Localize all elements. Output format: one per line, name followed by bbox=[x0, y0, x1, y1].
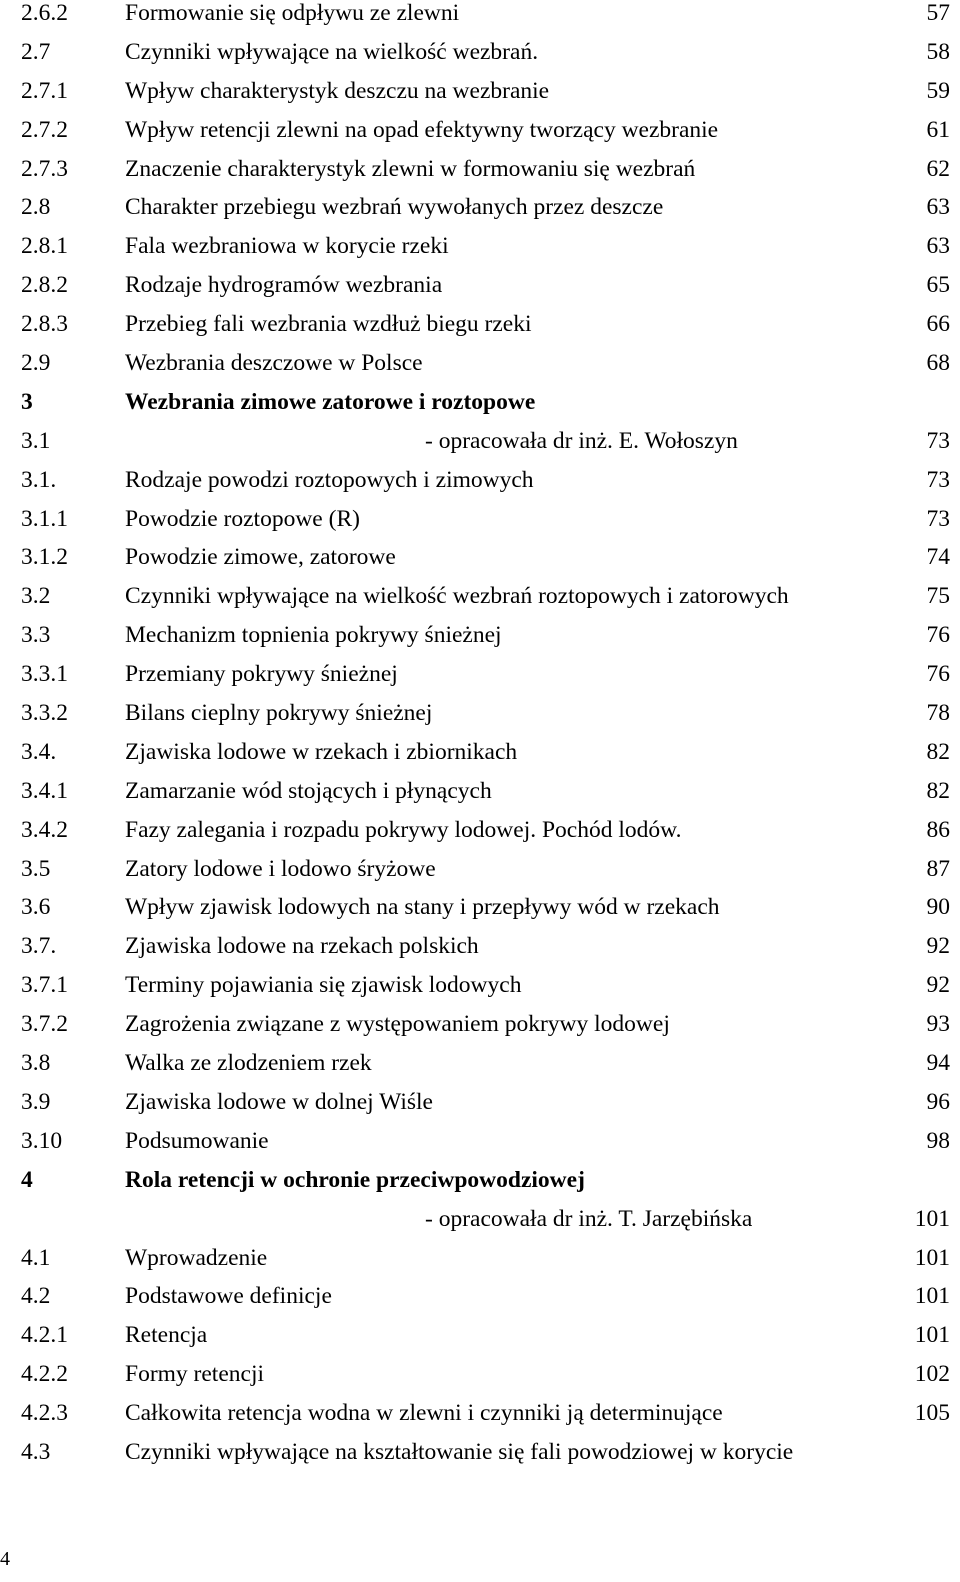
toc-page-number: 93 bbox=[926, 1011, 950, 1038]
toc-title: Rola retencji w ochronie przeciwpowodziowej bbox=[125, 1166, 585, 1193]
toc-section-number: 3.1. bbox=[21, 466, 57, 493]
toc-row bbox=[0, 972, 960, 1011]
toc-title: Bilans cieplny pokrywy śnieżnej bbox=[125, 700, 433, 727]
toc-section-number: 3.3 bbox=[21, 622, 51, 649]
toc-section-number: 3.5 bbox=[21, 855, 51, 882]
toc-title: Rodzaje powodzi roztopowych i zimowych bbox=[125, 466, 534, 493]
toc-section-number: 2.7.3 bbox=[21, 155, 68, 182]
toc-page-number: 87 bbox=[926, 855, 950, 882]
toc-title: Zjawiska lodowe na rzekach polskich bbox=[125, 933, 479, 960]
toc-author-line: - opracowała dr inż. T. Jarzębińska bbox=[425, 1205, 753, 1232]
toc-page-number: 94 bbox=[926, 1050, 950, 1077]
toc-section-number: 4.1 bbox=[21, 1244, 51, 1271]
toc-section-number: 2.8.1 bbox=[21, 233, 68, 260]
toc-title: Wezbrania deszczowe w Polsce bbox=[125, 350, 423, 377]
toc-page-number: 101 bbox=[914, 1244, 950, 1271]
toc-title: Czynniki wpływające na wielkość wezbrań. bbox=[125, 38, 539, 65]
toc-page-number: 75 bbox=[926, 583, 950, 610]
toc-section-number: 3 bbox=[21, 388, 33, 415]
toc-page-number: 96 bbox=[926, 1088, 950, 1115]
toc-row bbox=[0, 1050, 960, 1089]
toc-section-number: 3.7.1 bbox=[21, 972, 68, 999]
toc-section-number: 2.8.2 bbox=[21, 272, 68, 299]
toc-page-number: 65 bbox=[926, 272, 950, 299]
toc-row bbox=[0, 1011, 960, 1050]
toc-row bbox=[0, 544, 960, 583]
toc-row bbox=[0, 583, 960, 622]
toc-title: Formowanie się odpływu ze zlewni bbox=[125, 0, 460, 26]
toc-section-number: 3.4. bbox=[21, 738, 57, 765]
toc-page-number: 74 bbox=[926, 544, 950, 571]
toc-section-number: 2.7 bbox=[21, 38, 51, 65]
toc-title: Wpływ zjawisk lodowych na stany i przepływy wód w rzekach bbox=[125, 894, 720, 921]
toc-section-number: 3.10 bbox=[21, 1127, 63, 1154]
toc-page-number: 73 bbox=[926, 505, 950, 532]
toc-section-number: 4 bbox=[21, 1166, 33, 1193]
toc-title: Podstawowe definicje bbox=[125, 1283, 332, 1310]
toc-row bbox=[0, 1128, 960, 1167]
toc-section-number: 3.4.1 bbox=[21, 777, 68, 804]
toc-page-number: 58 bbox=[926, 38, 950, 65]
toc-row bbox=[0, 1439, 960, 1478]
toc-page-number: 73 bbox=[926, 427, 950, 454]
toc-section-number: 3.6 bbox=[21, 894, 51, 921]
toc-section-number: 3.8 bbox=[21, 1050, 51, 1077]
toc-row bbox=[0, 39, 960, 78]
toc-row bbox=[0, 894, 960, 933]
toc-section-number: 2.9 bbox=[21, 350, 51, 377]
toc-section-number: 3.7. bbox=[21, 933, 57, 960]
toc-page-number: 76 bbox=[926, 622, 950, 649]
toc-row bbox=[0, 467, 960, 506]
toc-title: Czynniki wpływające na kształtowanie się fali powodziowej w korycie bbox=[125, 1438, 794, 1465]
toc-title: Całkowita retencja wodna w zlewni i czynniki ją determinujące bbox=[125, 1400, 723, 1427]
toc-section-number: 3.1.2 bbox=[21, 544, 68, 571]
toc-page-number: 82 bbox=[926, 738, 950, 765]
toc-row bbox=[0, 1206, 960, 1245]
toc-title: Wpływ charakterystyk deszczu na wezbranie bbox=[125, 77, 550, 104]
toc-title: Rodzaje hydrogramów wezbrania bbox=[125, 272, 443, 299]
toc-row bbox=[0, 428, 960, 467]
toc-title: Powodzie zimowe, zatorowe bbox=[125, 544, 396, 571]
toc-title: Przebieg fali wezbrania wzdłuż biegu rzeki bbox=[125, 311, 532, 338]
toc-page-number: 86 bbox=[926, 816, 950, 843]
toc-section-number: 2.7.2 bbox=[21, 116, 68, 143]
toc-title: Formy retencji bbox=[125, 1361, 265, 1388]
toc-row bbox=[0, 194, 960, 233]
toc-section-number: 3.1 bbox=[21, 427, 51, 454]
toc-title: Wpływ retencji zlewni na opad efektywny tworzący wezbranie bbox=[125, 116, 719, 143]
toc-page-number: 78 bbox=[926, 700, 950, 727]
page-number: 4 bbox=[0, 1548, 10, 1570]
toc-row bbox=[0, 156, 960, 195]
toc-row bbox=[0, 817, 960, 856]
toc-title: Fazy zalegania i rozpadu pokrywy lodowej. Pochód lodów. bbox=[125, 816, 682, 843]
toc-page-number: 82 bbox=[926, 777, 950, 804]
toc-section-number: 4.2.1 bbox=[21, 1322, 68, 1349]
toc-row bbox=[0, 0, 960, 39]
toc-row bbox=[0, 350, 960, 389]
toc-title: Mechanizm topnienia pokrywy śnieżnej bbox=[125, 622, 502, 649]
toc-chapter-heading bbox=[0, 389, 960, 428]
toc-title: Terminy pojawiania się zjawisk lodowych bbox=[125, 972, 522, 999]
toc-page-number: 102 bbox=[914, 1361, 950, 1388]
toc-author-line: - opracowała dr inż. E. Wołoszyn bbox=[425, 427, 738, 454]
toc-page-number: 101 bbox=[914, 1205, 950, 1232]
toc-page-number: 101 bbox=[914, 1283, 950, 1310]
toc-page-number: 105 bbox=[914, 1400, 950, 1427]
toc-row bbox=[0, 856, 960, 895]
toc-row bbox=[0, 78, 960, 117]
toc-row bbox=[0, 272, 960, 311]
toc-title: Przemiany pokrywy śnieżnej bbox=[125, 661, 398, 688]
toc-page-number: 57 bbox=[926, 0, 950, 26]
toc-title: Zatory lodowe i lodowo śryżowe bbox=[125, 855, 436, 882]
toc-section-number: 3.4.2 bbox=[21, 816, 68, 843]
toc-section-number: 3.2 bbox=[21, 583, 51, 610]
toc-row bbox=[0, 1245, 960, 1284]
toc-page-number: 68 bbox=[926, 350, 950, 377]
toc-row bbox=[0, 778, 960, 817]
toc-row bbox=[0, 1283, 960, 1322]
toc-page-number: 66 bbox=[926, 311, 950, 338]
toc-row bbox=[0, 1400, 960, 1439]
toc-section-number: 2.6.2 bbox=[21, 0, 68, 26]
toc-row bbox=[0, 622, 960, 661]
toc-page-number: 92 bbox=[926, 933, 950, 960]
toc-title: Retencja bbox=[125, 1322, 208, 1349]
toc-row bbox=[0, 311, 960, 350]
toc-page-number: 62 bbox=[926, 155, 950, 182]
toc-page-number: 92 bbox=[926, 972, 950, 999]
toc-page-number: 98 bbox=[926, 1127, 950, 1154]
toc-section-number: 4.2 bbox=[21, 1283, 51, 1310]
toc-section-number: 2.8 bbox=[21, 194, 51, 221]
toc-row bbox=[0, 661, 960, 700]
toc-title: Charakter przebiegu wezbrań wywołanych przez deszcze bbox=[125, 194, 664, 221]
toc-title: Znaczenie charakterystyk zlewni w formowaniu się wezbrań bbox=[125, 155, 696, 182]
toc-row bbox=[0, 700, 960, 739]
toc-section-number: 3.3.2 bbox=[21, 700, 68, 727]
toc-section-number: 3.9 bbox=[21, 1088, 51, 1115]
toc-page-number: 76 bbox=[926, 661, 950, 688]
toc-title: Zagrożenia związane z występowaniem pokrywy lodowej bbox=[125, 1011, 670, 1038]
toc-row bbox=[0, 933, 960, 972]
toc-section-number: 3.3.1 bbox=[21, 661, 68, 688]
toc-page-number: 73 bbox=[926, 466, 950, 493]
toc-section-number: 3.7.2 bbox=[21, 1011, 68, 1038]
toc-page-number: 61 bbox=[926, 116, 950, 143]
toc-title: Wezbrania zimowe zatorowe i roztopowe bbox=[125, 388, 536, 415]
toc-row bbox=[0, 1361, 960, 1400]
toc-section-number: 4.2.2 bbox=[21, 1361, 68, 1388]
toc-row bbox=[0, 1322, 960, 1361]
toc-title: Zjawiska lodowe w dolnej Wiśle bbox=[125, 1088, 433, 1115]
toc-page-number: 63 bbox=[926, 194, 950, 221]
toc-title: Wprowadzenie bbox=[125, 1244, 268, 1271]
toc-section-number: 2.7.1 bbox=[21, 77, 68, 104]
toc-title: Fala wezbraniowa w korycie rzeki bbox=[125, 233, 449, 260]
toc-section-number: 4.3 bbox=[21, 1438, 51, 1465]
toc-row bbox=[0, 1089, 960, 1128]
toc-title: Powodzie roztopowe (R) bbox=[125, 505, 360, 532]
toc-chapter-heading bbox=[0, 1167, 960, 1206]
toc-page-number: 59 bbox=[926, 77, 950, 104]
toc-title: Czynniki wpływające na wielkość wezbrań roztopowych i zatorowych bbox=[125, 583, 789, 610]
toc-section-number: 3.1.1 bbox=[21, 505, 68, 532]
toc-row bbox=[0, 233, 960, 272]
toc-section-number: 2.8.3 bbox=[21, 311, 68, 338]
toc-title: Walka ze zlodzeniem rzek bbox=[125, 1050, 372, 1077]
toc-page-number: 90 bbox=[926, 894, 950, 921]
toc-section-number: 4.2.3 bbox=[21, 1400, 68, 1427]
toc-title: Zamarzanie wód stojących i płynących bbox=[125, 777, 492, 804]
toc-title: Podsumowanie bbox=[125, 1127, 269, 1154]
toc-page-number: 101 bbox=[914, 1322, 950, 1349]
toc-row bbox=[0, 739, 960, 778]
toc-row bbox=[0, 117, 960, 156]
toc-title: Zjawiska lodowe w rzekach i zbiornikach bbox=[125, 738, 518, 765]
toc-row bbox=[0, 506, 960, 545]
toc-page-number: 63 bbox=[926, 233, 950, 260]
